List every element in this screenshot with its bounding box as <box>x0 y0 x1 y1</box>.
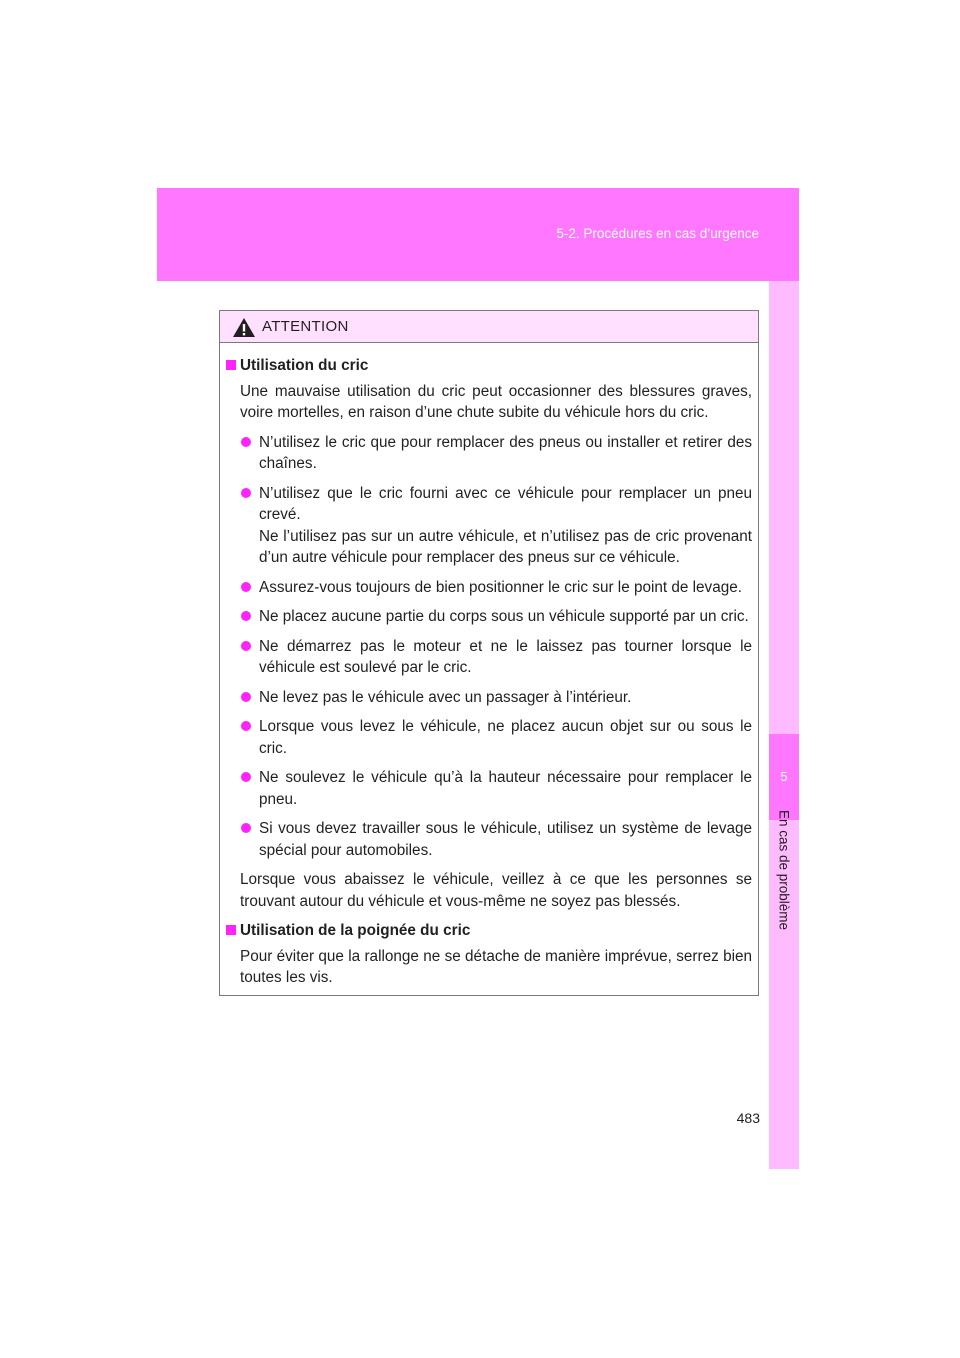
list-item <box>240 716 752 759</box>
bullet-dot-icon <box>241 641 251 651</box>
intro-paragraph: Une mauvaise utilisation du cric peut occasionner des blessures graves, voire mortelles, en raison d’une chute subite du véhicule hors du cric. <box>240 382 752 421</box>
bullet-dot-icon <box>241 721 251 731</box>
section-paragraph: Pour éviter que la rallonge ne se détache de manière imprévue, serrez bien toutes les vis. <box>240 947 752 986</box>
section-heading <box>224 355 752 377</box>
bullet-dot-icon <box>241 437 251 447</box>
section-title: 5-2. Procédures en cas d’urgence <box>556 226 759 241</box>
bullet-dot-icon <box>241 692 251 702</box>
bullet-dot-icon <box>241 823 251 833</box>
section-heading-text: Utilisation de la poignée du cric <box>240 922 471 939</box>
warning-header <box>220 311 758 343</box>
list-item <box>240 577 752 599</box>
square-marker-icon <box>226 925 236 935</box>
chapter-number-tab: 5 <box>769 734 799 820</box>
list-item <box>240 818 752 861</box>
bullet-text: Assurez-vous toujours de bien positionner le cric sur le point de levage. <box>259 578 742 596</box>
list-item <box>240 432 752 475</box>
side-tab-upper <box>769 281 799 734</box>
closing-paragraph: Lorsque vous abaissez le véhicule, veillez à ce que les personnes se trouvant autour du véhicule et vous-même ne soyez pas blessés. <box>240 871 752 910</box>
header-band <box>157 188 799 281</box>
warning-box <box>219 310 759 996</box>
bullet-text: Ne soulevez le véhicule qu’à la hauteur nécessaire pour remplacer le pneu. <box>259 769 752 808</box>
bullet-text: Ne démarrez pas le moteur et ne le laissez pas tourner lorsque le véhicule est soulevé par le cric. <box>259 637 752 676</box>
bullet-dot-icon <box>241 582 251 592</box>
bullet-text: N’utilisez le cric que pour remplacer des pneus ou installer et retirer des chaînes. <box>259 433 752 472</box>
list-item <box>240 687 752 709</box>
list-item <box>240 483 752 569</box>
page-number: 483 <box>736 1110 760 1126</box>
bullet-text: Si vous devez travailler sous le véhicule, utilisez un système de levage spécial pour automobiles. <box>259 820 752 859</box>
warning-triangle-icon <box>232 317 256 338</box>
bullet-list <box>240 432 752 862</box>
section-heading <box>224 920 752 942</box>
warning-title: ATTENTION <box>262 318 349 335</box>
bullet-text: Ne placez aucune partie du corps sous un véhicule supporté par un cric. <box>259 608 749 625</box>
bullet-text: Ne levez pas le véhicule avec un passager à l’intérieur. <box>259 688 632 706</box>
bullet-dot-icon <box>241 611 251 621</box>
chapter-label: En cas de problème <box>776 809 792 931</box>
section-heading-text: Utilisation du cric <box>240 357 369 374</box>
list-item <box>240 636 752 679</box>
bullet-text: N’utilisez que le cric fourni avec ce véhicule pour remplacer un pneu crevé. <box>259 484 752 523</box>
square-marker-icon <box>226 360 236 370</box>
list-item <box>240 767 752 810</box>
bullet-dot-icon <box>241 772 251 782</box>
bullet-text: Lorsque vous levez le véhicule, ne placez aucun objet sur ou sous le cric. <box>259 718 752 757</box>
bullet-text: Ne l’utilisez pas sur un autre véhicule, et n’utilisez pas de cric provenant d’un autre véhicule pour remplacer des pneus sur ce véhicule. <box>259 527 752 566</box>
bullet-dot-icon <box>241 488 251 498</box>
list-item <box>240 606 752 628</box>
warning-content <box>220 343 758 989</box>
